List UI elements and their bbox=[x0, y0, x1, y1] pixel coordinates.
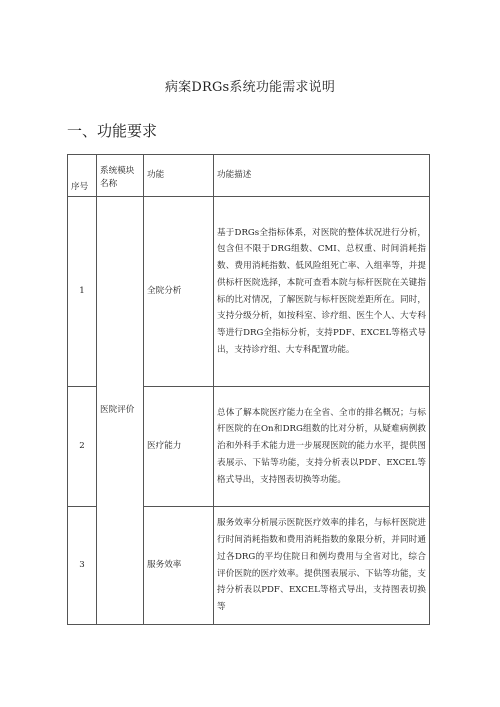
table-row bbox=[68, 197, 430, 387]
document-title: 病案DRGs系统功能需求说明 bbox=[164, 80, 336, 95]
header-function: 功能 bbox=[144, 155, 214, 197]
row-function: 服务效率 bbox=[144, 507, 214, 625]
table-header-row bbox=[68, 155, 430, 197]
header-no: 序号 bbox=[68, 155, 97, 197]
row-no: 3 bbox=[68, 507, 97, 625]
header-module: 系统模块名称 bbox=[97, 155, 144, 197]
row-description: 服务效率分析展示医院医疗效率的排名，与标杆医院进行时间消耗指数和费用消耗指数的象限分析，并同时通过各DRG的平均住院日和例均费用与全省对比，综合评价医院的医疗效率。提供图表展示、下钻等功能，支持分析表以PDF、EXCEL等格式导出，支持图表切换等 bbox=[214, 507, 430, 625]
row-no: 2 bbox=[68, 387, 97, 507]
requirements-table bbox=[67, 154, 430, 625]
row-no: 1 bbox=[68, 197, 97, 387]
row-function: 医疗能力 bbox=[144, 387, 214, 507]
header-description: 功能描述 bbox=[214, 155, 430, 197]
row-description: 总体了解本院医疗能力在全省、全市的排名概况；与标杆医院的在On和DRG组数的比对分析，从疑难病例救治和外科手术能力进一步展现医院的能力水平，提供图表展示、下钻等功能，支持分析表以PDF、EXCEL等格式导出，支持图表切换等功能。 bbox=[214, 387, 430, 507]
row-function: 全院分析 bbox=[144, 197, 214, 387]
section-heading: 一、功能要求 bbox=[67, 122, 158, 140]
row-description: 基于DRGs全指标体系，对医院的整体状况进行分析，包含但不限于DRG组数、CMI、总权重、时间消耗指数、费用消耗指数、低风险组死亡率、入组率等，并提供标杆医院选择，本院可查看本院与标杆医院在关键指标的比对情况，了解医院与标杆医院差距所在。同时，支持分级分析，如按科室、诊疗组、医生个人、大专科等进行DRG全指标分析，支持PDF、EXCEL等格式导出，支持诊疗组、大专科配置功能。 bbox=[214, 197, 430, 387]
module-name-cell: 医院评价 bbox=[97, 197, 144, 625]
